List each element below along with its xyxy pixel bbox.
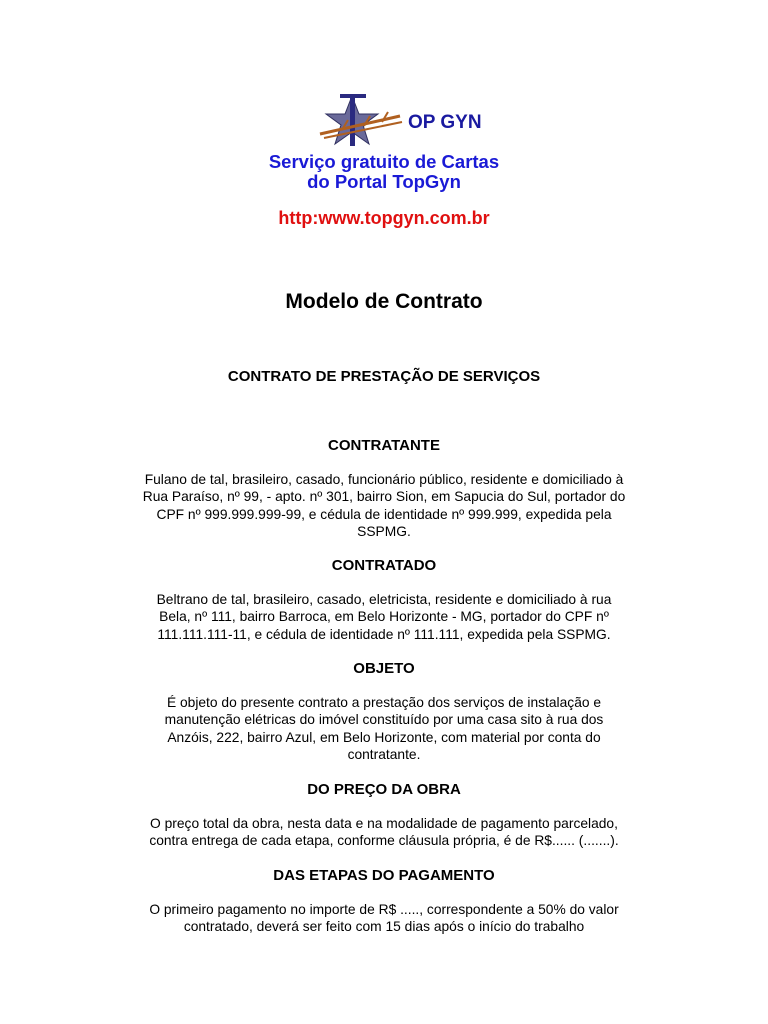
body-line: contra entrega de cada etapa, conforme cláusula própria, é de R$...... (.......).	[149, 833, 619, 849]
brand-rest: OP GYN	[408, 112, 482, 133]
body-line: O preço total da obra, nesta data e na modalidade de pagamento parcelado,	[150, 816, 618, 831]
document-subtitle: CONTRATO DE PRESTAÇÃO DE SERVIÇOS	[227, 368, 541, 385]
section-contratante	[92, 437, 676, 541]
brand-name	[408, 112, 482, 134]
body-line: CPF nº 999.999.999-99, e cédula de identidade nº 999.999, expedida pela	[156, 506, 612, 522]
section-body	[92, 591, 676, 643]
section-preco-da-obra	[92, 781, 676, 850]
body-line: É objeto do presente contrato a prestação dos serviços de instalação e	[166, 695, 602, 710]
body-line: contratante.	[347, 747, 421, 763]
body-line: SSPMG.	[357, 524, 411, 540]
section-heading: DO PREÇO DA OBRA	[307, 781, 461, 798]
body-line: contratado, deverá ser feito com 15 dias após o início do trabalho	[183, 919, 585, 935]
section-body	[92, 815, 676, 850]
site-url: http:www.topgyn.com.br	[278, 208, 490, 228]
body-line: manutenção elétricas do imóvel constituído por uma casa sito à rua dos	[164, 712, 604, 728]
tagline-line-1: Serviço gratuito de Cartas	[268, 151, 500, 172]
section-contratado	[92, 557, 676, 643]
body-line: Fulano de tal, brasileiro, casado, funcionário público, residente e domiciliado à	[144, 472, 624, 487]
section-etapas-do-pagamento	[92, 867, 676, 936]
section-body	[92, 694, 676, 764]
section-heading: OBJETO	[353, 660, 415, 677]
topgyn-logo	[240, 84, 528, 240]
section-objeto	[92, 660, 676, 764]
body-line: O primeiro pagamento no importe de R$ ....., correspondente a 50% do valor	[149, 902, 619, 917]
body-line: Bela, nº 111, bairro Barroca, em Belo Horizonte - MG, portador do CPF nº	[159, 609, 609, 625]
section-heading: DAS ETAPAS DO PAGAMENTO	[273, 867, 495, 884]
section-body	[92, 471, 676, 541]
body-line: Rua Paraíso, nº 99, - apto. nº 301, bairro Sion, em Sapucia do Sul, portador do	[142, 489, 626, 505]
section-body	[92, 901, 676, 936]
section-heading: CONTRATADO	[331, 557, 437, 574]
section-heading: CONTRATANTE	[328, 437, 440, 454]
body-line: Beltrano de tal, brasileiro, casado, eletricista, residente e domiciliado à rua	[156, 592, 612, 607]
tagline-line-2: do Portal TopGyn	[307, 171, 461, 192]
body-line: Anzóis, 222, bairro Azul, em Belo Horizonte, com material por conta do	[167, 729, 601, 745]
document-title: Modelo de Contrato	[285, 290, 483, 313]
body-line: 111.111.111-11, e cédula de identidade nº 111.111, expedida pela SSPMG.	[157, 626, 611, 642]
star-mast-logo-icon	[312, 90, 422, 154]
